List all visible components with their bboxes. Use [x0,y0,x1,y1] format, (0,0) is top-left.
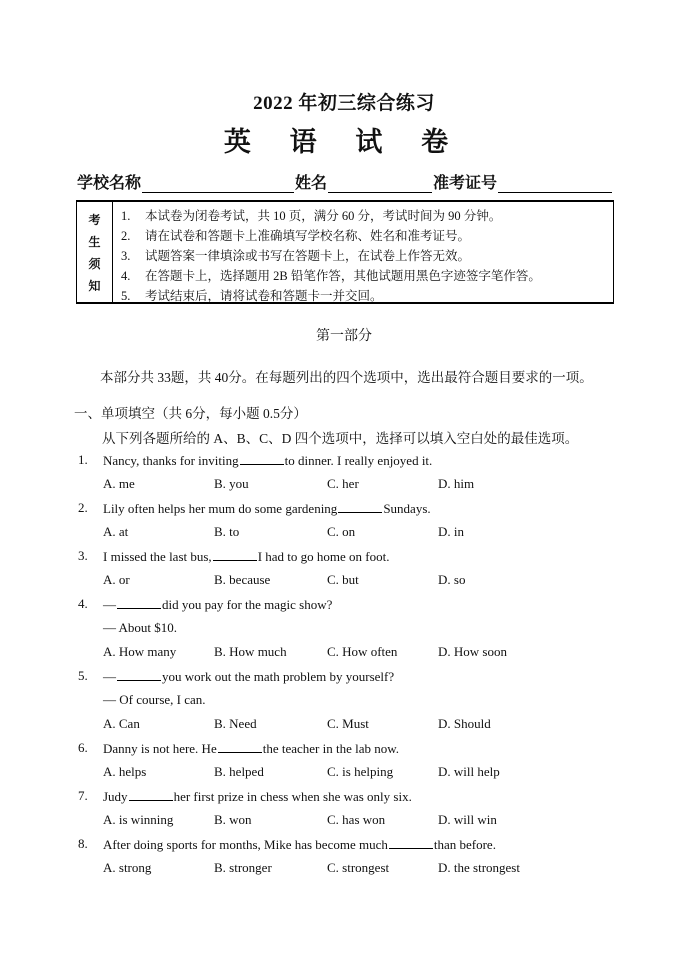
answer-option[interactable]: D. so [438,572,466,587]
answer-option[interactable]: A. How many [103,644,177,659]
notice-rule: 3. 试题答案一律填涂或书写在答题卡上，在试卷上作答无效。 [121,249,471,263]
answer-option[interactable]: B. because [214,572,271,587]
question-stem [103,596,332,613]
stem-text: Sundays. [383,501,431,516]
stem-text: I missed the last bus, [103,549,212,564]
answer-blank [389,836,433,849]
notice-rule: 4. 在答题卡上，选择题用 2B 铅笔作答，其他试题用黑色字迹签字笔作答。 [121,269,541,283]
question-number: 3. [78,548,88,563]
answer-option[interactable]: A. is winning [103,812,174,827]
answer-option[interactable]: D. will help [438,764,500,779]
question-number: 8. [78,836,88,851]
answer-blank [218,740,262,753]
stem-text: Danny is not here. He [103,741,217,756]
question-number: 4. [78,596,88,611]
id-field[interactable] [498,176,612,193]
stem-text: — [103,597,116,612]
answer-option[interactable]: C. is helping [327,764,394,779]
question-reply: — About $10. [103,620,178,635]
question-stem [103,452,432,469]
stem-text: the teacher in the lab now. [262,741,400,756]
answer-blank [240,452,284,465]
answer-option[interactable]: B. stronger [214,860,272,875]
notice-rule: 5. 考试结束后，请将试卷和答题卡一并交回。 [121,289,383,303]
section-intro: 本部分共 33题，共 40分。在每题列出的四个选项中，选出最符合题目要求的一项。 [100,370,593,385]
stem-text: After doing sports for months, Mike has become much [103,837,388,852]
answer-option[interactable]: D. him [438,476,475,491]
stem-text: I had to go home on foot. [257,549,390,564]
answer-option[interactable]: A. helps [103,764,147,779]
answer-blank [129,788,173,801]
question-stem [103,668,394,685]
answer-option[interactable]: B. you [214,476,249,491]
stem-text: than before. [433,837,496,852]
exam-year-title: 2022 年初三综合练习 [253,93,435,114]
answer-option[interactable]: A. or [103,572,130,587]
answer-option[interactable]: B. to [214,524,240,539]
answer-blank [213,548,257,561]
answer-option[interactable]: B. won [214,812,252,827]
notice-side-label [77,202,113,302]
stem-text: Lily often helps her mum do some gardening [103,501,338,516]
answer-blank [117,596,161,609]
answer-option[interactable]: B. Need [214,716,257,731]
question-number: 2. [78,500,88,515]
answer-blank [117,668,161,681]
stem-text: her first prize in chess when she was only six. [173,789,412,804]
question-reply: — Of course, I can. [103,692,206,707]
question-stem [103,548,389,565]
answer-option[interactable]: D. in [438,524,464,539]
notice-char: 生 [88,234,101,249]
notice-char: 知 [88,278,101,293]
answer-option[interactable]: C. strongest [327,860,390,875]
stem-text: did you pay for the magic show? [162,597,333,612]
stem-text: you work out the math problem by yourself? [162,669,395,684]
notice-rule: 1. 本试卷为闭卷考试，共 10 页，满分 60 分，考试时间为 90 分钟。 [121,209,502,223]
section-title: 第一部分 [316,329,372,344]
answer-option[interactable]: C. but [327,572,359,587]
part-title: 一、单项填空（共 6分，每小题 0.5分） [74,406,307,421]
answer-option[interactable]: C. Must [327,716,369,731]
answer-option[interactable]: A. me [103,476,135,491]
notice-char: 考 [88,212,101,227]
stem-text: — [103,669,116,684]
exam-subject-title: 英 语 试 卷 [223,127,465,157]
question-number: 6. [78,740,88,755]
answer-option[interactable]: D. the strongest [438,860,520,875]
student-info-line [77,170,613,193]
answer-option[interactable]: A. at [103,524,129,539]
answer-option[interactable]: C. her [327,476,359,491]
question-stem [103,788,412,805]
question-number: 5. [78,668,88,683]
answer-option[interactable]: D. How soon [438,644,507,659]
question-stem [103,740,399,757]
answer-option[interactable]: C. How often [327,644,398,659]
answer-option[interactable]: C. has won [327,812,386,827]
notice-rule: 2. 请在试卷和答题卡上准确填写学校名称、姓名和准考证号。 [121,229,471,243]
question-stem [103,500,431,517]
answer-option[interactable]: D. will win [438,812,497,827]
school-label: 学校名称 [77,175,142,192]
question-number: 7. [78,788,88,803]
stem-text: Nancy, thanks for inviting [103,453,239,468]
answer-blank [338,500,382,513]
answer-option[interactable]: A. strong [103,860,152,875]
id-label: 准考证号 [433,175,498,192]
answer-option[interactable]: D. Should [438,716,491,731]
name-field[interactable] [328,176,432,193]
answer-option[interactable]: B. How much [214,644,287,659]
answer-option[interactable]: A. Can [103,716,140,731]
notice-char: 须 [88,256,101,271]
name-label: 姓名 [295,175,328,192]
answer-option[interactable]: C. on [327,524,356,539]
stem-text: to dinner. I really enjoyed it. [284,453,433,468]
question-stem [103,836,496,853]
question-number: 1. [78,452,88,467]
answer-option[interactable]: B. helped [214,764,264,779]
exam-notice-box [76,200,614,304]
part-instruction: 从下列各题所给的 A、B、C、D 四个选项中，选择可以填入空白处的最佳选项。 [102,431,579,446]
school-field[interactable] [142,176,294,193]
stem-text: Judy [103,789,128,804]
